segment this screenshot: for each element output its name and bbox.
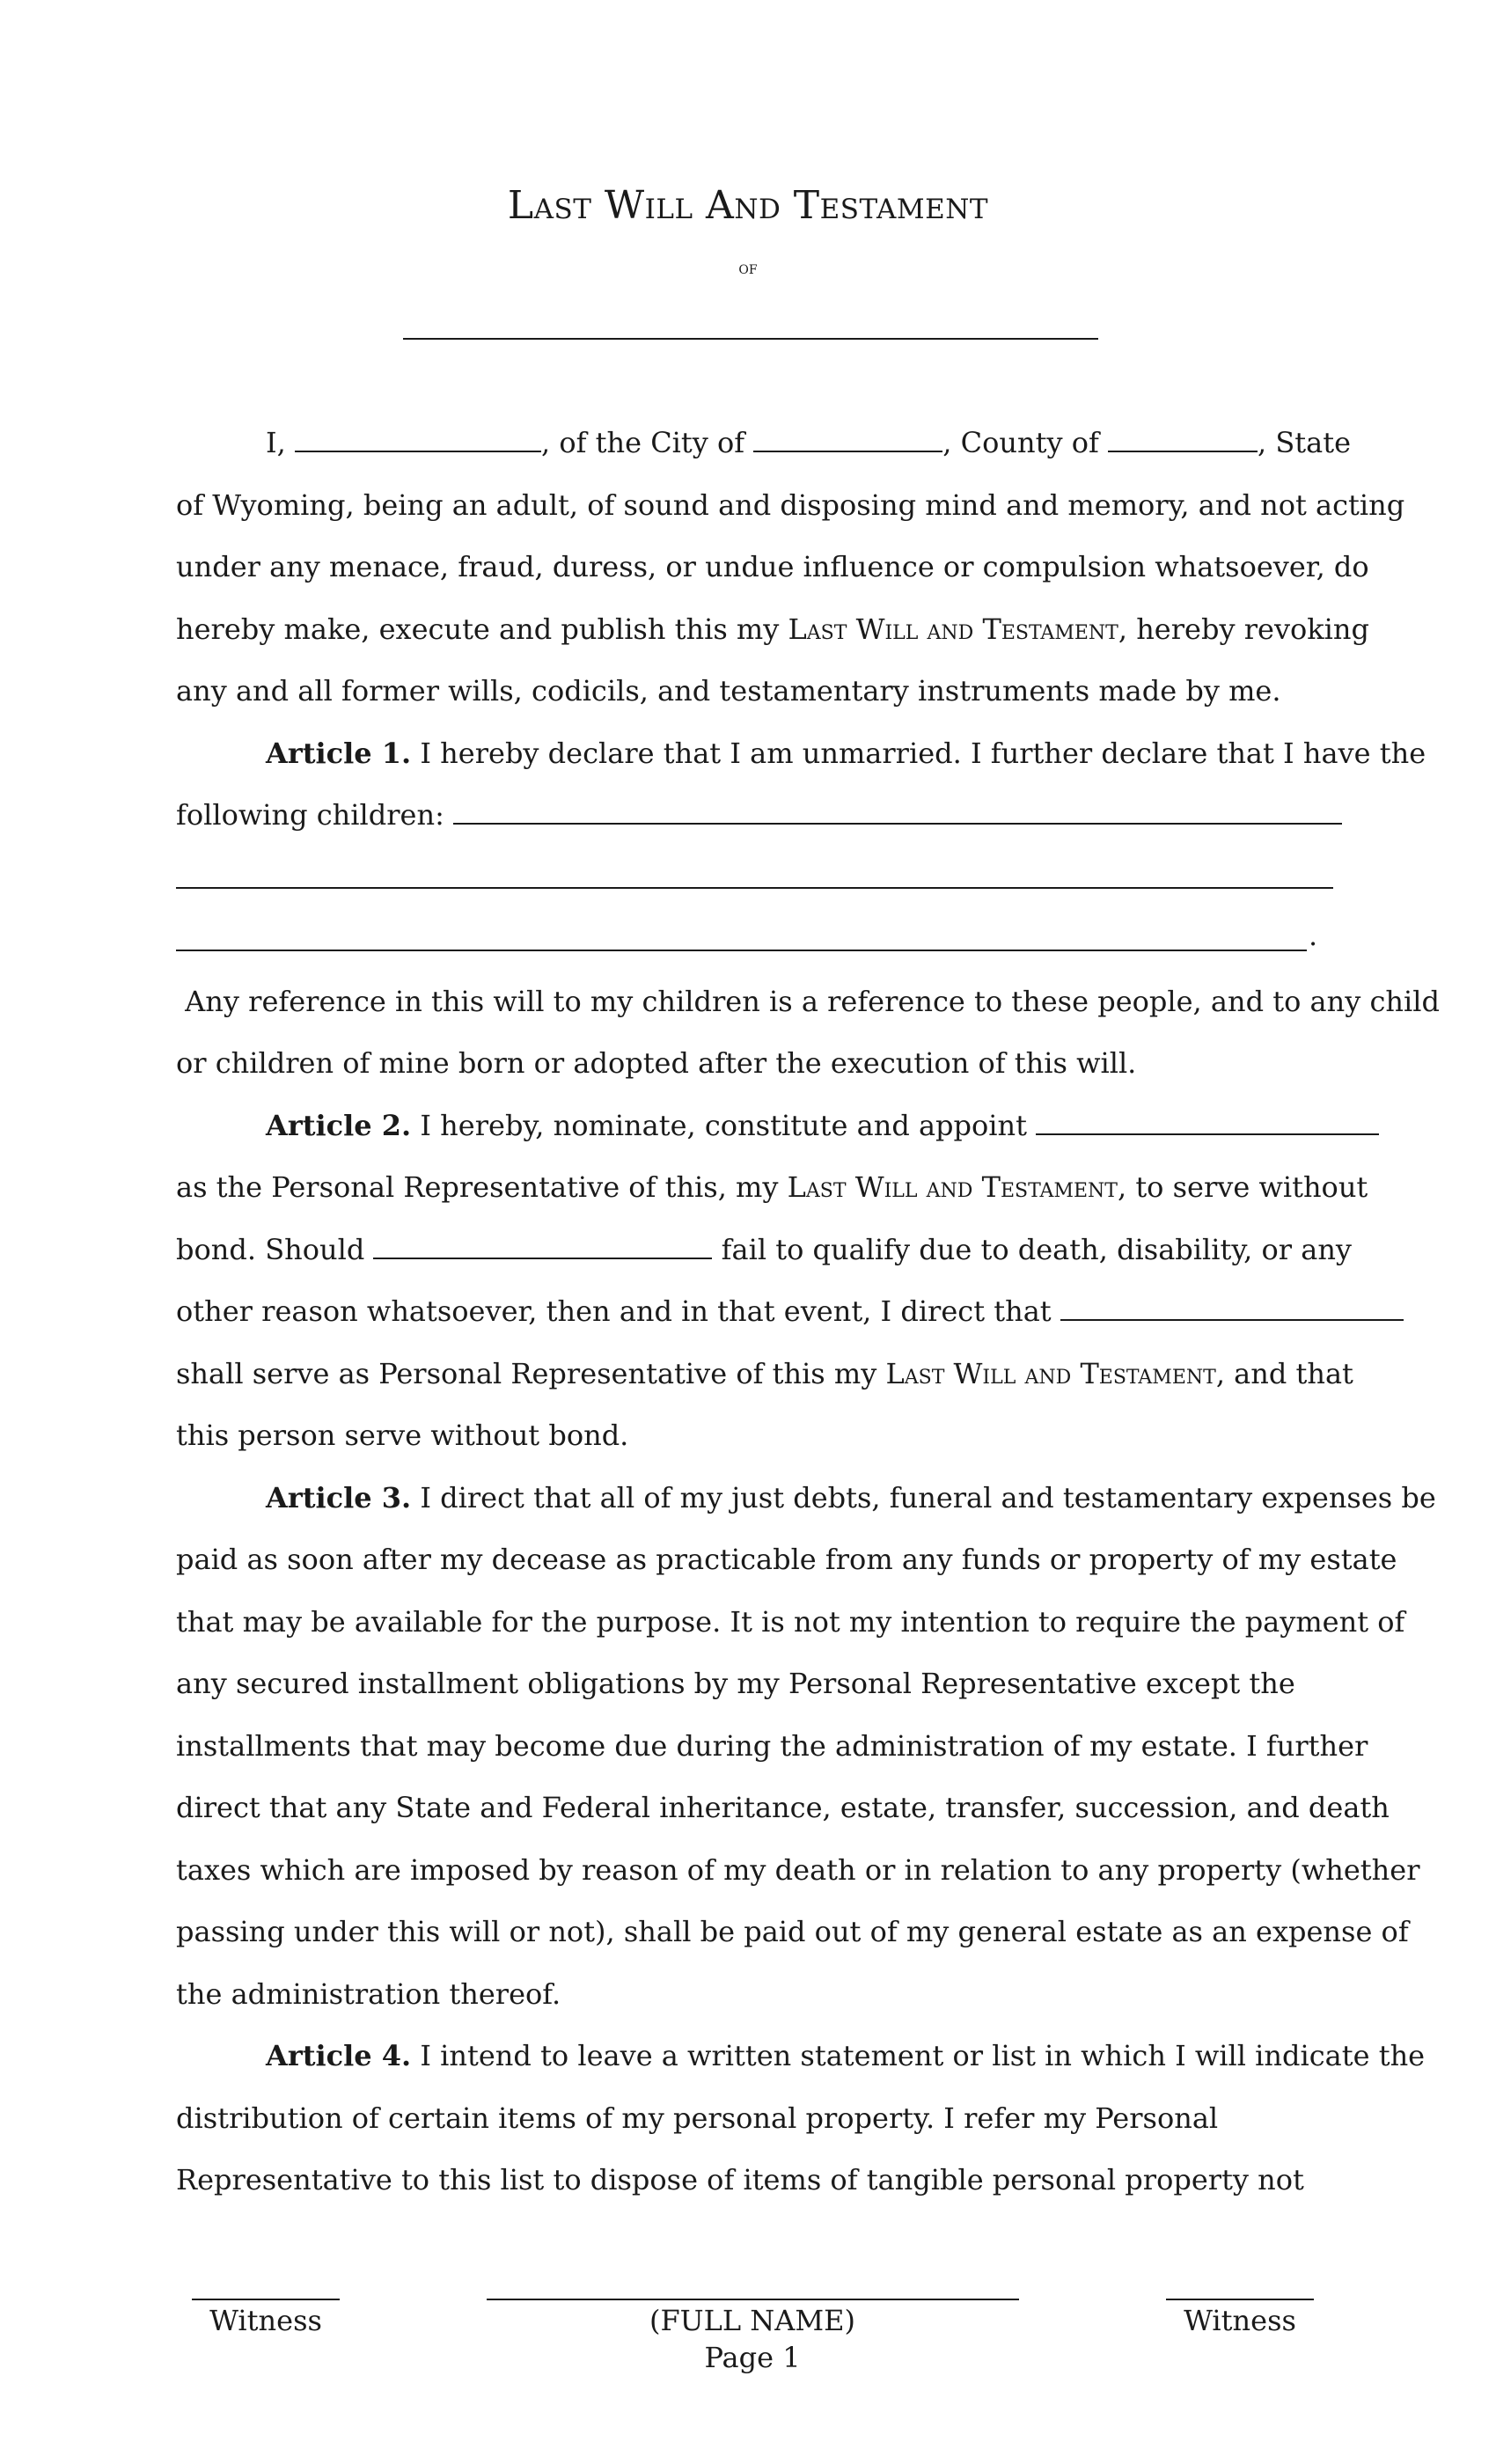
article-2-line-5: shall serve as Personal Representative of this my Last Will and Testament, and that	[176, 1356, 1353, 1390]
children-blank-3[interactable]	[176, 950, 1307, 951]
intro-line-5: any and all former wills, codicils, and testamentary instruments made by me.	[176, 674, 1281, 708]
representative-fail-blank[interactable]	[373, 1257, 712, 1259]
full-name-label: (FULL NAME)	[649, 2304, 856, 2337]
testator-name-line[interactable]	[403, 338, 1098, 340]
title-of: of	[738, 257, 758, 278]
article-1-line-3	[176, 847, 1320, 909]
children-blank-2[interactable]	[176, 887, 1333, 889]
page-number: Page 1	[704, 2341, 801, 2374]
article-1-line-6: or children of mine born or adopted after the execution of this will.	[176, 1046, 1137, 1080]
article-3-line-1: Article 3. I direct that all of my just debts, funeral and testamentary expenses be	[266, 1480, 1436, 1514]
article-1-heading: Article 1.	[266, 736, 412, 770]
article-3-line-2: paid as soon after my decease as practicable from any funds or property of my estate	[176, 1543, 1397, 1576]
document-title: Last Will And Testament	[507, 183, 989, 228]
article-4-line-2: distribution of certain items of my personal property. I refer my Personal	[176, 2101, 1219, 2135]
article-4-line-1: Article 4. I intend to leave a written statement or list in which I will indicate the	[266, 2039, 1426, 2072]
article-2-line-1: Article 2. I hereby, nominate, constitute and appoint	[176, 1095, 1320, 1157]
testator-name-blank[interactable]	[295, 450, 541, 452]
full-name-signature-line[interactable]	[487, 2299, 1019, 2300]
document-body	[176, 412, 1440, 2211]
alternate-representative-blank[interactable]	[1060, 1318, 1404, 1321]
article-3-line-6: direct that any State and Federal inheritance, estate, transfer, succession, and death	[176, 1791, 1390, 1824]
children-blank-1[interactable]	[453, 822, 1342, 825]
witness-right-signature-line[interactable]	[1166, 2299, 1314, 2300]
county-blank[interactable]	[1108, 450, 1258, 452]
article-3-line-9: the administration thereof.	[176, 1976, 561, 2011]
article-4-line-3: Representative to this list to dispose of items of tangible personal property not	[176, 2163, 1304, 2196]
article-2-line-6: this person serve without bond.	[176, 1419, 629, 1452]
article-1-line-1: Article 1. I hereby declare that I am unmarried. I further declare that I have the	[266, 736, 1426, 770]
article-1-line-2: following children:	[176, 784, 1320, 847]
article-3-line-8: passing under this will or not), shall be paid out of my general estate as an expense of	[176, 1915, 1409, 1948]
witness-left-label: Witness	[209, 2304, 322, 2337]
article-1-line-5: Any reference in this will to my children is a reference to these people, and to any child	[176, 984, 1440, 1018]
article-3-line-5: installments that may become due during the administration of my estate. I further	[176, 1728, 1368, 1763]
intro-line-1: I, , of the City of , County of , State	[266, 426, 1351, 459]
witness-right-label: Witness	[1184, 2304, 1296, 2337]
article-3-line-7: taxes which are imposed by reason of my death or in relation to any property (whether	[176, 1852, 1420, 1887]
article-1-line-4: .	[176, 908, 1320, 971]
article-3-line-3: that may be available for the purpose. It is not my intention to require the payment of	[176, 1604, 1405, 1639]
city-blank[interactable]	[753, 450, 942, 452]
article-2-heading: Article 2.	[266, 1108, 412, 1142]
intro-line-3: under any menace, fraud, duress, or undue influence or compulsion whatsoever, do	[176, 550, 1369, 583]
article-3-heading: Article 3.	[266, 1480, 412, 1514]
intro-line-2: of Wyoming, being an adult, of sound and disposing mind and memory, and not acting	[176, 488, 1405, 522]
article-3-line-4: any secured installment obligations by my Personal Representative except the	[176, 1667, 1295, 1700]
intro-line-4: hereby make, execute and publish this my Last Will and Testament, hereby revoking	[176, 612, 1369, 646]
article-2-line-3: bond. Should fail to qualify due to death, disability, or any	[176, 1232, 1352, 1266]
article-2-line-2: as the Personal Representative of this, my Last Will and Testament, to serve without	[176, 1170, 1368, 1204]
representative-blank[interactable]	[1036, 1133, 1379, 1135]
article-2-line-4: other reason whatsoever, then and in that event, I direct that	[176, 1280, 1320, 1343]
witness-left-signature-line[interactable]	[192, 2299, 340, 2300]
article-4-heading: Article 4.	[266, 2039, 412, 2072]
